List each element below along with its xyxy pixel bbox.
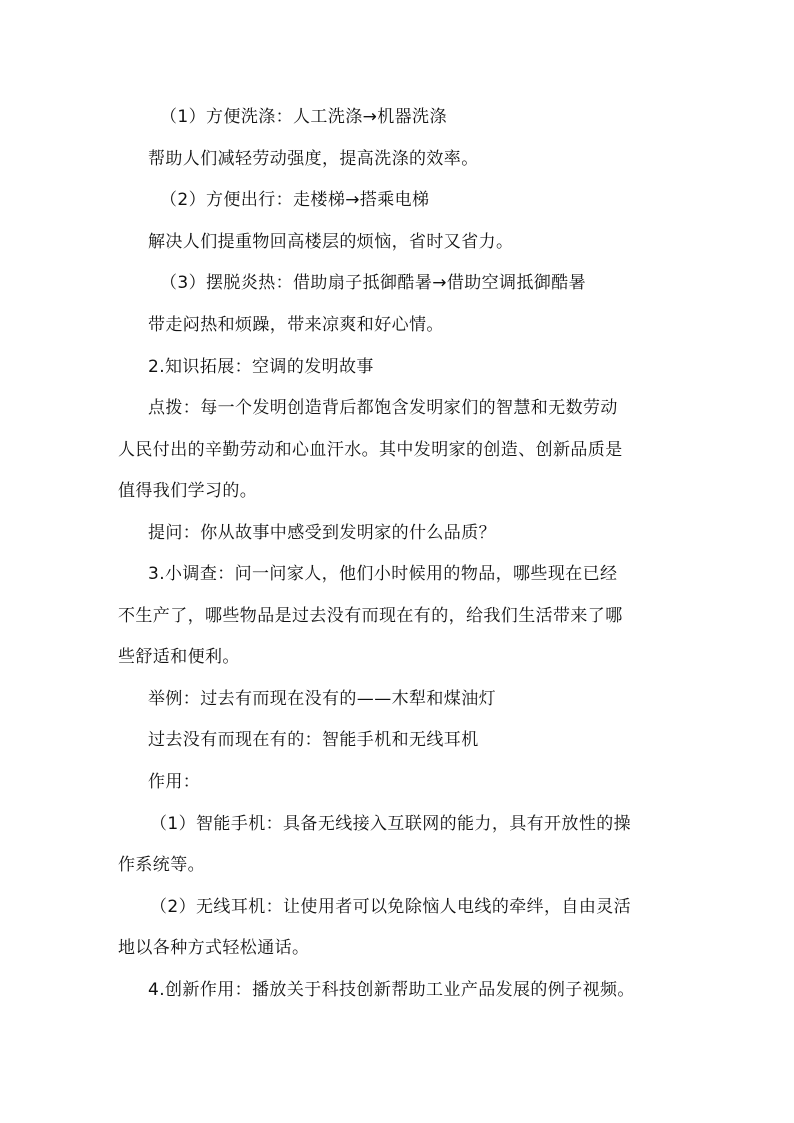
text-line-19: 作系统等。: [118, 855, 205, 875]
text-line-8: 点拨：每一个发明创造背后都饱含发明家们的智慧和无数劳动: [148, 398, 618, 418]
text-line-3: （2）方便出行：走楼梯→搭乘电梯: [160, 190, 430, 210]
text-line-17: 作用：: [148, 772, 201, 792]
text-line-13: 不生产了，哪些物品是过去没有而现在有的，给我们生活带来了哪: [118, 606, 623, 626]
text-line-21: 地以各种方式轻松通话。: [118, 938, 310, 958]
text-line-6: 带走闷热和烦躁，带来凉爽和好心情。: [148, 315, 444, 335]
text-line-5: （3）摆脱炎热：借助扇子抵御酷暑→借助空调抵御酷暑: [160, 273, 587, 293]
text-line-2: 帮助人们减轻劳动强度，提高洗涤的效率。: [148, 149, 479, 169]
text-line-18: （1）智能手机：具备无线接入互联网的能力，具有开放性的操: [150, 814, 632, 834]
section-heading-2: 2.知识拓展：空调的发明故事: [148, 357, 374, 377]
text-line-9: 人民付出的辛勤劳动和心血汗水。其中发明家的创造、创新品质是: [118, 440, 623, 460]
text-line-14: 些舒适和便利。: [118, 647, 240, 667]
text-line-10: 值得我们学习的。: [118, 481, 258, 501]
text-line-11: 提问：你从故事中感受到发明家的什么品质？: [148, 523, 496, 543]
text-line-4: 解决人们提重物回高楼层的烦恼，省时又省力。: [148, 232, 514, 252]
section-heading-4: 4.创新作用：播放关于科技创新帮助工业产品发展的例子视频。: [148, 980, 635, 1000]
text-line-15: 举例：过去有而现在没有的——木犁和煤油灯: [148, 689, 496, 709]
text-line-20: （2）无线耳机：让使用者可以免除恼人电线的牵绊，自由灵活: [150, 897, 632, 917]
text-line-1: （1）方便洗涤：人工洗涤→机器洗涤: [160, 107, 447, 127]
section-heading-3: 3.小调查：问一问家人，他们小时候用的物品，哪些现在已经: [148, 564, 618, 584]
text-line-16: 过去没有而现在有的：智能手机和无线耳机: [148, 730, 479, 750]
